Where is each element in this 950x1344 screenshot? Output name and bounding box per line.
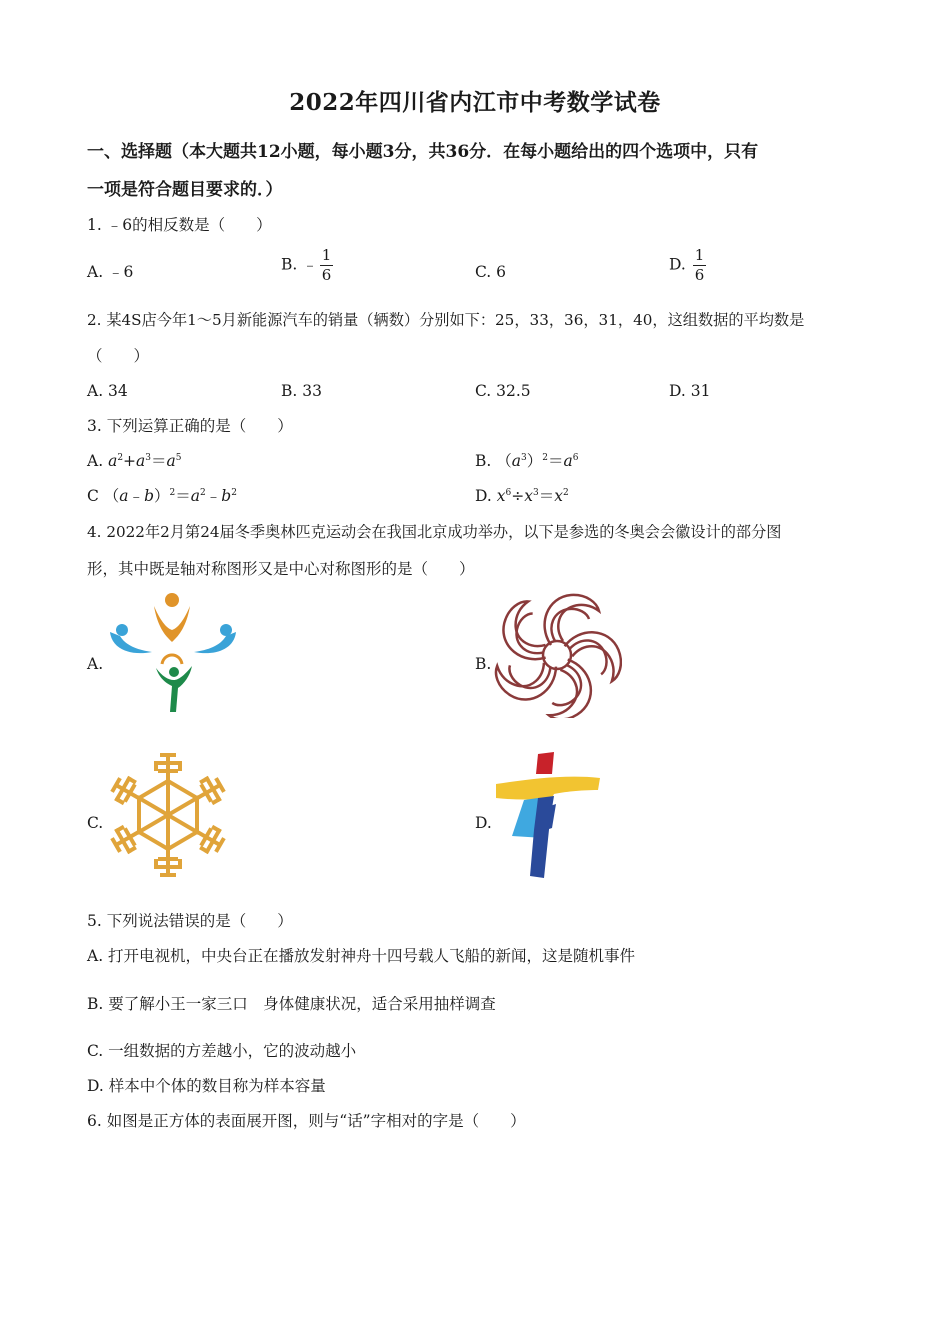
q2-stem-line1: 2. 某4S店今年1～5月新能源汽车的销量（辆数）分别如下：25，33，36，31，40，这组数据的平均数是 [87, 311, 805, 329]
q3-option-a: A. $a^2+a^3=a^5$ [87, 452, 182, 470]
q1-option-a: A. ﹣6 [87, 263, 134, 281]
q1-option-d [669, 248, 708, 283]
q3-option-c-label: C （ [87, 487, 120, 505]
q2-option-c: C. 32.5 [475, 382, 531, 400]
q1-b-denominator: 6 [321, 266, 332, 284]
emblem-a-image [108, 590, 238, 716]
q4-option-a-label: A. [87, 655, 104, 673]
emblem-b-image [492, 592, 622, 718]
q1-option-b-prefix: B. ﹣ [281, 255, 318, 274]
q1-d-denominator: 6 [694, 266, 705, 284]
q4-stem-line1: 4. 2022年2月第24届冬季奥林匹克运动会在我国北京成功举办，以下是参选的冬奥会会徽设计的部分图 [87, 523, 782, 541]
q1-b-numerator: 1 [321, 246, 332, 264]
q3-stem: 3. 下列运算正确的是（ ） [87, 417, 293, 435]
page-title: 2022年四川省内江市中考数学试卷 [289, 89, 661, 116]
q3-option-c: C $(a﹣b)^2=a^2﹣b^2$ [87, 487, 237, 505]
emblem-d-image [494, 750, 604, 880]
q2-option-d: D. 31 [669, 382, 711, 400]
q5-option-b: B. 要了解小王一家三口 身体健康状况，适合采用抽样调查 [87, 995, 496, 1013]
section-heading-line2: 一项是符合题目要求的．） [87, 180, 283, 200]
q4-option-d-label: D. [475, 814, 492, 832]
section-heading-line1: 一、选择题（本大题共12小题，每小题3分，共36分．在每小题给出的四个选项中，只有 [87, 142, 759, 162]
q1-option-b-fraction [320, 248, 334, 283]
q1-option-c: C. 6 [475, 263, 507, 281]
q1-option-d-prefix: D. [669, 255, 691, 274]
q1-stem: 1. ﹣6的相反数是（ ） [87, 216, 272, 234]
q5-stem: 5. 下列说法错误的是（ ） [87, 912, 293, 930]
q4-option-c-label: C. [87, 814, 104, 832]
q4-stem-line2: 形，其中既是轴对称图形又是中心对称图形的是（ ） [87, 560, 475, 578]
q2-stem-line2: （ ） [87, 347, 150, 365]
q3-option-b: B. $(a^3)^2=a^6$ [475, 452, 579, 470]
q1-d-numerator: 1 [694, 246, 705, 264]
q5-option-c: C. 一组数据的方差越小，它的波动越小 [87, 1042, 357, 1060]
q4-option-b-label: B. [475, 655, 492, 673]
emblem-c-image [106, 752, 230, 878]
q1-option-b [281, 248, 335, 283]
q3-option-d-label: D. [475, 487, 497, 505]
q5-option-a: A. 打开电视机，中央台正在播放发射神舟十四号载人飞船的新闻，这是随机事件 [87, 947, 636, 965]
q3-option-a-label: A. [87, 452, 109, 470]
q3-option-d: D. $x^6\div x^3=x^2$ [475, 487, 569, 505]
q2-option-b: B. 33 [281, 382, 322, 400]
q6-stem: 6. 如图是正方体的表面展开图，则与“话”字相对的字是（ ） [87, 1112, 526, 1130]
q1-option-d-fraction [693, 248, 707, 283]
q2-option-a: A. 34 [87, 382, 128, 400]
q5-option-d: D. 样本中个体的数目称为样本容量 [87, 1077, 326, 1095]
q3-option-b-label: B. （ [475, 452, 512, 470]
